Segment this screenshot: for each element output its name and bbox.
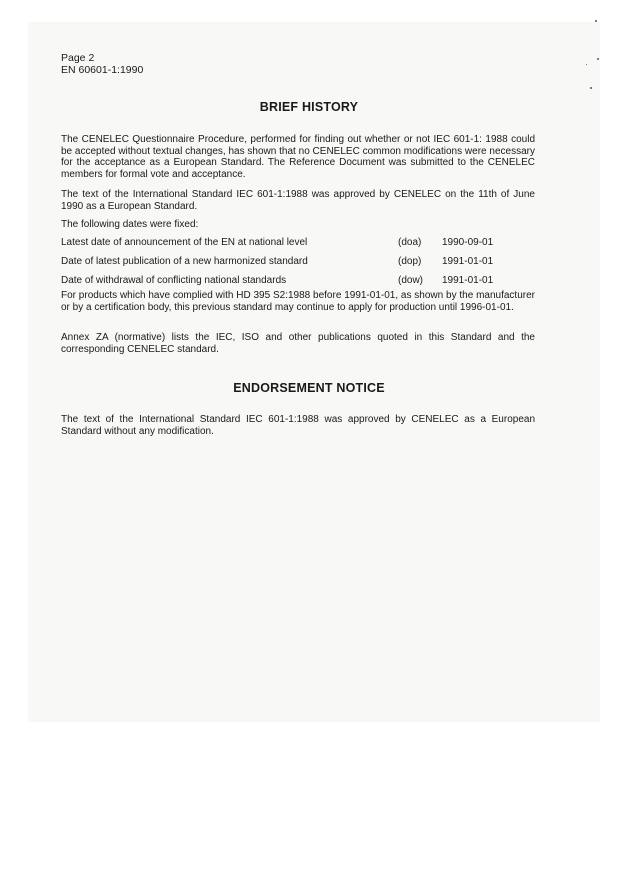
brief-history-paragraph-3: For products which have complied with HD 395 S2:1988 before 1991-01-01, as shown by the manufacturer or by a certification body, this previous standard may continue to apply for production until 1996-01-01. bbox=[61, 290, 535, 313]
date-description: Latest date of announcement of the EN at national level bbox=[61, 237, 308, 248]
date-value: 1991-01-01 bbox=[442, 256, 494, 267]
table-row bbox=[61, 237, 535, 256]
scan-speck bbox=[586, 64, 587, 65]
brief-history-heading: BRIEF HISTORY bbox=[259, 100, 359, 114]
scan-speck bbox=[595, 20, 597, 22]
date-value: 1991-01-01 bbox=[442, 275, 494, 286]
dates-intro: The following dates were fixed: bbox=[61, 219, 199, 230]
date-abbreviation: (dow) bbox=[398, 275, 424, 286]
scan-speck bbox=[597, 58, 599, 60]
date-description: Date of withdrawal of conflicting national standards bbox=[61, 275, 287, 286]
date-value: 1990-09-01 bbox=[442, 237, 494, 248]
endorsement-paragraph: The text of the International Standard IEC 601-1:1988 was approved by CENELEC as a European Standard without any modification. bbox=[61, 414, 535, 437]
date-description: Date of latest publication of a new harmonized standard bbox=[61, 256, 308, 267]
scan-speck bbox=[590, 87, 592, 89]
document-id: EN 60601-1:1990 bbox=[61, 64, 144, 76]
endorsement-heading: ENDORSEMENT NOTICE bbox=[233, 381, 385, 395]
scanned-page-area bbox=[28, 22, 600, 722]
date-abbreviation: (doa) bbox=[398, 237, 422, 248]
page-header bbox=[61, 52, 143, 76]
brief-history-paragraph-2: The text of the International Standard IEC 601-1:1988 was approved by CENELEC on the 11th of June 1990 as a European Standard. bbox=[61, 189, 535, 212]
dates-table bbox=[61, 237, 535, 294]
brief-history-paragraph-4: Annex ZA (normative) lists the IEC, ISO and other publications quoted in this Standard and the corresponding CENELEC standard. bbox=[61, 332, 535, 355]
date-abbreviation: (dop) bbox=[398, 256, 422, 267]
table-row bbox=[61, 256, 535, 275]
brief-history-paragraph-1: The CENELEC Questionnaire Procedure, performed for finding out whether or not IEC 601-1: 1988 could be accepted without textual changes, has shown that no CENELEC common modifications were necessary for the acceptance as a European Standard. The Reference Document was submitted to the CENELEC members for formal vote and acceptance. bbox=[61, 134, 535, 180]
page-number: Page 2 bbox=[61, 52, 95, 64]
